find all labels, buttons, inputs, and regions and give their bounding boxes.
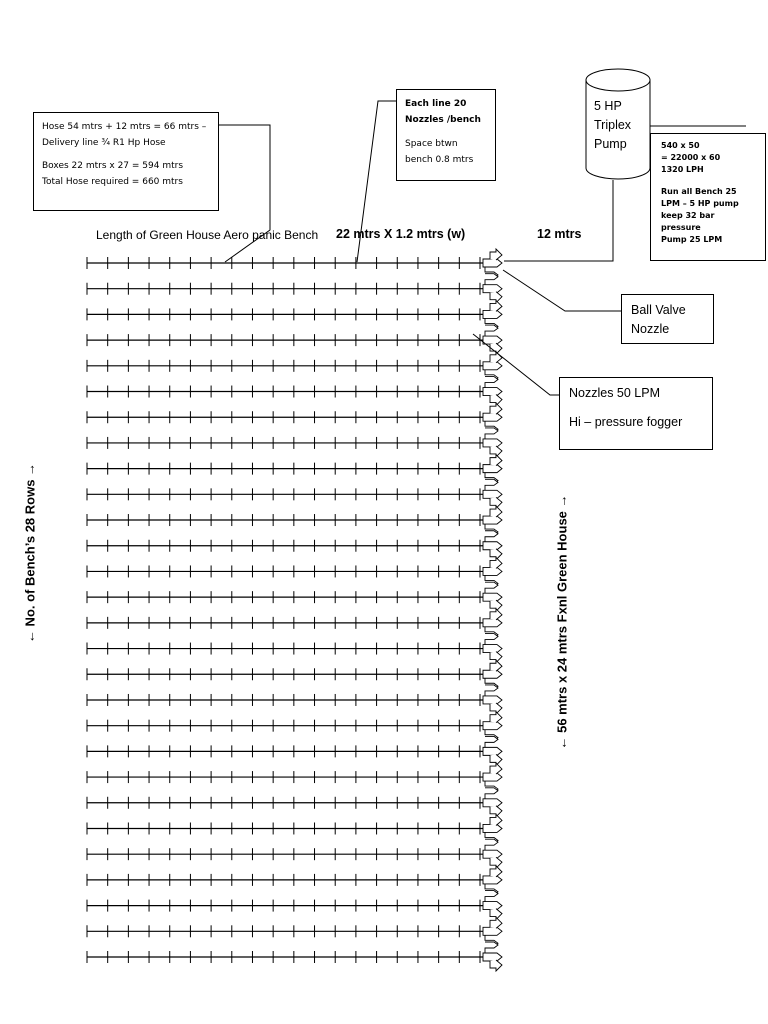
- bench-row: [87, 352, 502, 381]
- bench-row: [87, 274, 502, 303]
- bench-row: [87, 942, 502, 971]
- valve-nozzle-icon: [483, 839, 502, 868]
- bench-row: [87, 325, 502, 354]
- bench-row: [87, 891, 502, 920]
- fog-note-line2: Hi – pressure fogger: [569, 415, 683, 429]
- valve-nozzle-icon: [483, 531, 502, 560]
- bench-row: [87, 866, 502, 895]
- bench-row: [87, 685, 502, 714]
- greenhouse-size-label: ← 56 mtrs x 24 mtrs Fxnl Green House →: [554, 494, 570, 750]
- pump-spec-line1: 540 x 50: [661, 141, 700, 150]
- bench-row: [87, 249, 502, 278]
- valve-nozzle-icon: [483, 634, 502, 663]
- bench-row: [87, 660, 502, 689]
- bench-row: [87, 479, 502, 508]
- valve-nozzle-icon: [483, 942, 502, 971]
- bench-row: [87, 377, 502, 406]
- bench-row: [87, 634, 502, 663]
- valve-nozzle-icon: [483, 377, 502, 406]
- hose-requirement-note: [33, 112, 219, 211]
- bench-row: [87, 917, 502, 946]
- bench-row: [87, 403, 502, 432]
- bench-row: [87, 788, 502, 817]
- pump-label-line2: Triplex: [594, 118, 632, 132]
- bench-row: [87, 736, 502, 765]
- bench-rows-label: ← No. of Bench’s 28 Rows →: [22, 462, 38, 644]
- bench-row: [87, 557, 502, 586]
- valve-nozzle-icon: [483, 479, 502, 508]
- pump-delivery-line: [504, 180, 613, 261]
- bench-row: [87, 712, 502, 741]
- bench-rows: [87, 249, 502, 971]
- nozzle-note-line1: Each line 20: [405, 99, 467, 109]
- bench-row: [87, 763, 502, 792]
- bench-row: [87, 455, 502, 484]
- bench-row: [87, 609, 502, 638]
- pump-spec-line2: = 22000 x 60: [661, 153, 721, 162]
- hose-note-line1: Hose 54 mtrs + 12 mtrs = 66 mtrs –: [42, 122, 207, 132]
- nozzle-note-line2: Nozzles /bench: [405, 115, 481, 125]
- pump-label-line1: 5 HP: [594, 99, 622, 113]
- bench-row: [87, 300, 502, 329]
- ball-note-line1: Ball Valve: [631, 303, 686, 317]
- bench-length-label: Length of Green House Aero panic Bench: [96, 228, 319, 242]
- fogger-note: [559, 377, 713, 450]
- fog-note-line1: Nozzles 50 LPM: [569, 386, 661, 400]
- bench-row: [87, 428, 502, 457]
- hose-note-line2: Delivery line ¾ R1 Hp Hose: [42, 138, 166, 148]
- hose-note-line3: Boxes 22 mtrs x 27 = 594 mtrs: [42, 161, 184, 171]
- delivery-length-label: 12 mtrs: [537, 227, 582, 241]
- pump-spec-note: [650, 133, 766, 261]
- bench-row: [87, 814, 502, 843]
- hose-note-line4: Total Hose required = 660 mtrs: [42, 177, 183, 187]
- bench-row: [87, 506, 502, 535]
- pump-label: [594, 97, 654, 154]
- ball-valve-note: [621, 294, 714, 344]
- bench-row: [87, 531, 502, 560]
- pump-spec-line3: 1320 LPH: [661, 165, 704, 174]
- ball-valve-callout-line: [503, 270, 621, 311]
- bench-size-label: 22 mtrs X 1.2 mtrs (w): [336, 227, 466, 241]
- valve-nozzle-icon: [483, 891, 502, 920]
- valve-nozzle-icon: [483, 788, 502, 817]
- bench-row: [87, 839, 502, 868]
- nozzle-note-line3: Space btwn: [405, 139, 458, 149]
- valve-nozzle-icon: [483, 736, 502, 765]
- bench-row: [87, 582, 502, 611]
- valve-nozzle-icon: [483, 274, 502, 303]
- valve-nozzle-icon: [483, 428, 502, 457]
- pump-label-line3: Pump: [594, 137, 627, 151]
- nozzle-spacing-note: [396, 89, 496, 181]
- nozzle-note-line4: bench 0.8 mtrs: [405, 155, 474, 165]
- pump-spec-line4: Run all Bench 25 LPM – 5 HP pump keep 32 bar pressure Pump 25 LPM: [661, 187, 739, 244]
- valve-nozzle-icon: [483, 685, 502, 714]
- valve-nozzle-icon: [483, 582, 502, 611]
- ball-note-line2: Nozzle: [631, 322, 670, 336]
